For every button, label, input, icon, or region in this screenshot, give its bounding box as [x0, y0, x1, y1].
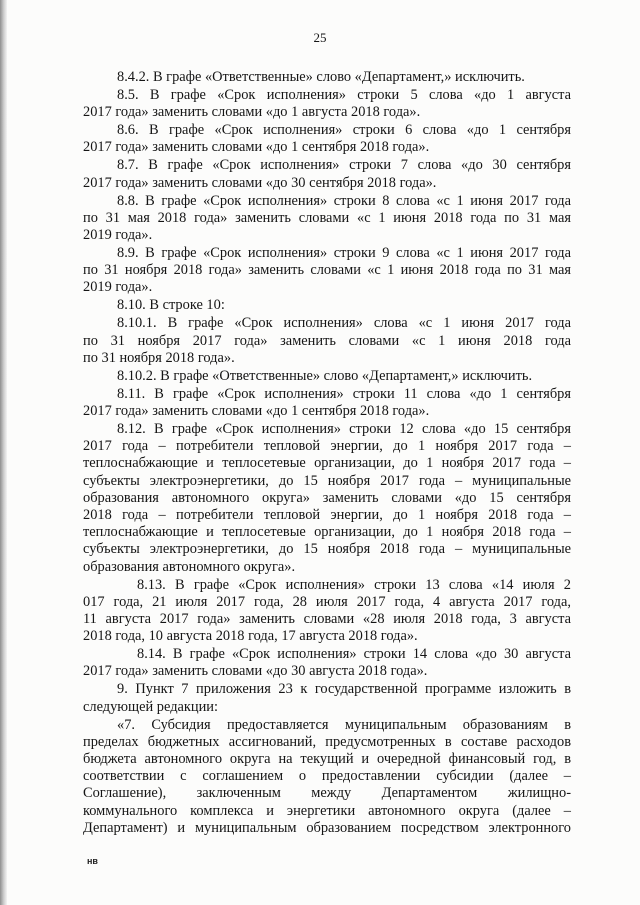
text-line: «7. Субсидия предоставляется муниципальным образованиям в: [117, 716, 571, 733]
text-line: 2017 года» заменить словами «до 1 сентября 2018 года».: [83, 139, 430, 156]
paragraph: [83, 245, 571, 297]
text-line: Соглашение), заключенным между Департаментом жилищно-: [83, 785, 571, 802]
text-line: 8.10.1. В графе «Срок исполнения» слова «с 1 июня 2017 года: [117, 315, 571, 332]
scan-edge: [0, 0, 7, 905]
text-line: пределах бюджетных ассигнований, предусмотренных в составе расходов: [83, 733, 571, 750]
text-line: следующей редакции:: [83, 698, 218, 715]
page-number: 25: [313, 30, 327, 45]
text-line: по 31 ноября 2017 года» заменить словами «с 1 июня 2018 года: [83, 332, 571, 349]
text-line: теплоснабжающие и теплосетевые организации, до 1 ноября 2018 года –: [83, 524, 571, 541]
text-line: 8.9. В графе «Срок исполнения» строки 9 слова «с 1 июня 2017 года: [117, 245, 571, 262]
text-line: субъекты электроэнергетики, до 15 ноября 2018 года – муниципальные: [83, 541, 571, 558]
text-line: коммунального комплекса и энергетики автономного округа (далее –: [83, 802, 571, 819]
text-line: теплоснабжающие и теплосетевые организации, до 1 ноября 2017 года –: [83, 455, 571, 472]
text-line: по 31 мая 2018 года» заменить словами «с 1 июня 2018 года по 31 мая: [83, 209, 571, 226]
text-line: образования автономного округа» заменить словами «до 15 сентября: [83, 489, 571, 506]
paragraph: [83, 87, 571, 121]
paragraph: [83, 646, 571, 680]
text-line: 017 года, 21 июля 2017 года, 28 июля 2017 года, 4 августа 2017 года,: [83, 593, 571, 610]
text-line: 2019 года».: [83, 227, 153, 244]
document-body: [83, 69, 571, 838]
paragraph: [83, 421, 571, 576]
text-line: 8.5. В графе «Срок исполнения» строки 5 слова «до 1 августа: [117, 87, 571, 103]
paragraph: [83, 315, 571, 367]
text-line: 2018 года – потребители тепловой энергии, до 1 ноября 2018 года –: [83, 507, 571, 524]
paragraph: [83, 681, 571, 715]
text-line: 8.4.2. В графе «Ответственные» слово «Департамент,» исключить.: [117, 69, 525, 85]
text-line: бюджета автономного округа на текущий и очередной финансовый год, в: [83, 751, 571, 768]
paragraph: [83, 717, 571, 837]
text-line: 8.8. В графе «Срок исполнения» строки 8 слова «с 1 июня 2017 года: [117, 192, 571, 209]
text-line: 8.7. В графе «Срок исполнения» строки 7 слова «до 30 сентября: [117, 157, 571, 174]
text-line: 8.11. В графе «Срок исполнения» строки 11 слова «до 1 сентября: [117, 385, 571, 402]
text-line: 2019 года».: [83, 279, 153, 296]
text-line: 2017 года» заменить словами «до 1 августа 2018 года».: [83, 104, 421, 121]
text-line: Департамент) и муниципальным образованием посредством электронного: [83, 819, 571, 836]
paragraph: [83, 157, 571, 191]
paragraph: [83, 386, 571, 420]
footer-mark: нв: [87, 856, 98, 866]
text-line: образования автономного округа».: [83, 558, 296, 575]
paragraph: [83, 577, 571, 646]
text-line: 8.10.2. В графе «Ответственные» слово «Департамент,» исключить.: [117, 367, 533, 384]
text-line: 9. Пункт 7 приложения 23 к государственной программе изложить в: [117, 681, 571, 698]
paragraph: [83, 69, 571, 86]
text-line: по 31 ноября 2018 года» заменить словами «с 1 июня 2018 года по 31 мая: [83, 262, 571, 279]
text-line: 11 августа 2017 года» заменить словами «28 июля 2018 года, 3 августа: [83, 611, 571, 628]
text-line: по 31 ноября 2018 года».: [83, 349, 235, 366]
text-line: 2017 года – потребители тепловой энергии, до 1 ноября 2017 года –: [83, 438, 571, 455]
paragraph: [83, 368, 571, 385]
text-line: 8.6. В графе «Срок исполнения» строки 6 слова «до 1 сентября: [117, 122, 571, 139]
paragraph: [83, 193, 571, 245]
text-line: 2017 года» заменить словами «до 30 августа 2018 года».: [83, 663, 428, 680]
text-line: 8.10. В строке 10:: [117, 297, 225, 314]
text-line: 8.14. В графе «Срок исполнения» строки 14 слова «до 30 августа: [137, 646, 571, 663]
text-line: 8.12. В графе «Срок исполнения» строки 12 слова «до 15 сентября: [117, 421, 571, 438]
text-line: 8.13. В графе «Срок исполнения» строки 13 слова «14 июля 2: [137, 576, 571, 593]
text-line: субъекты электроэнергетики, до 15 ноября 2017 года – муниципальные: [83, 472, 571, 489]
text-line: 2017 года» заменить словами «до 1 сентября 2018 года».: [83, 403, 430, 420]
text-line: соответствии с соглашением о предоставлении субсидии (далее –: [83, 768, 571, 785]
text-line: 2017 года» заменить словами «до 30 сентября 2018 года».: [83, 174, 437, 191]
paragraph: [83, 122, 571, 156]
text-line: 2018 года, 10 августа 2018 года, 17 августа 2018 года».: [83, 628, 418, 645]
paragraph: [83, 297, 571, 314]
